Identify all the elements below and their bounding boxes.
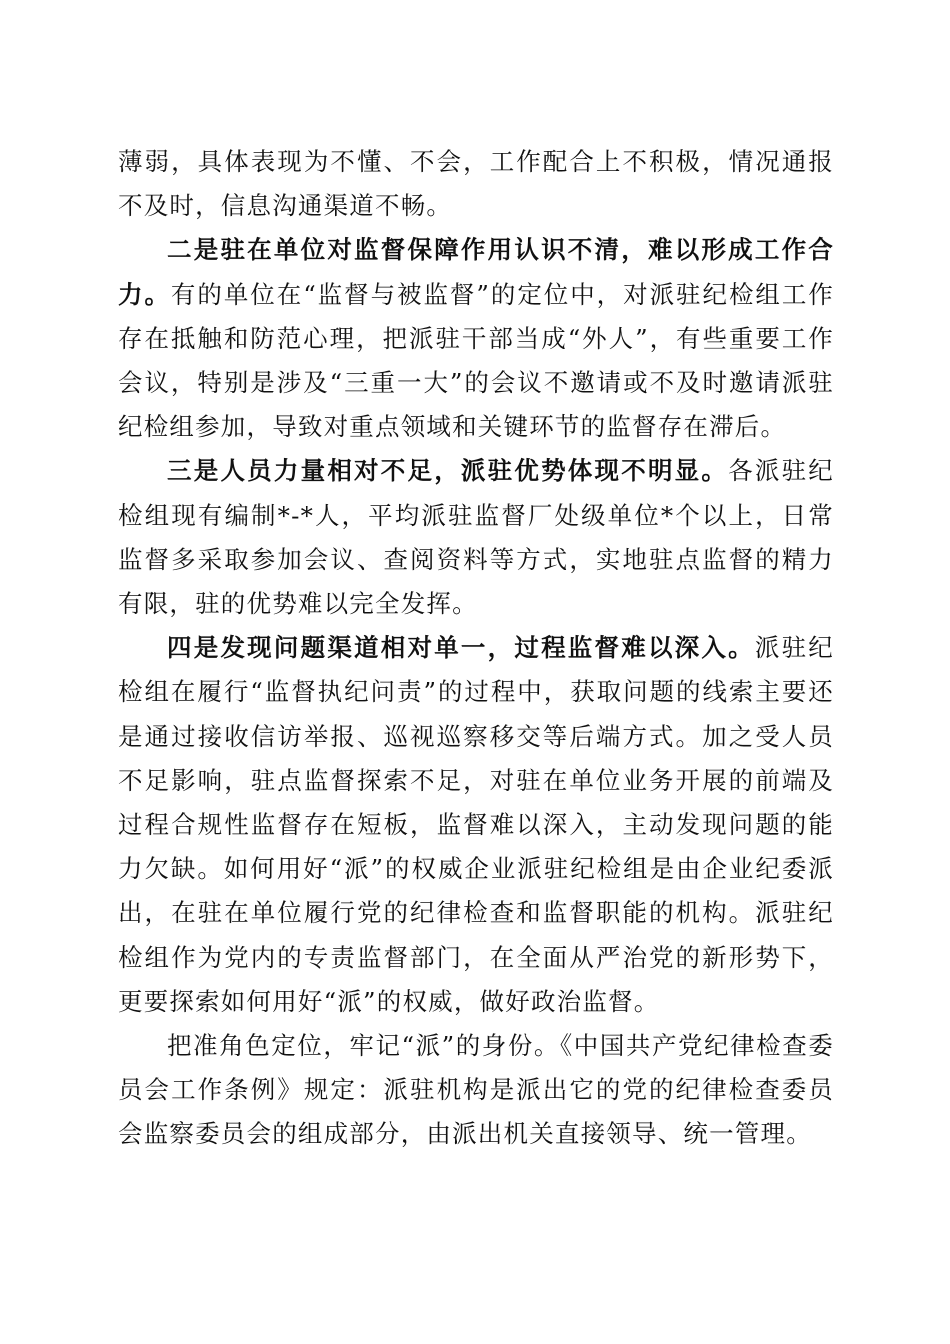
paragraph-text: 各派驻纪检组现有编制*-*人，平均派驻监督厂处级单位*个以上，日常监督多采取参加会议、查阅资料等方式，实地驻点监督的精力有限，驻的优势难以完全发挥。 <box>118 456 834 619</box>
paragraph-role-positioning <box>118 1024 834 1157</box>
paragraph-point-two <box>118 228 834 449</box>
paragraph-text: 把准角色定位，牢记“派”的身份。《中国共产党纪律检查委员会工作条例》规定：派驻机构是派出它的党的纪律检查委员会监察委员会的组成部分，由派出机关直接领导、统一管理。 <box>118 1031 834 1149</box>
paragraph-text: 有的单位在“监督与被监督”的定位中，对派驻纪检组工作存在抵触和防范心理，把派驻干部当成“外人”，有些重要工作会议，特别是涉及“三重一大”的会议不邀请或不及时邀请派驻纪检组参加，导致对重点领域和关键环节的监督存在滞后。 <box>118 279 835 442</box>
paragraph-point-four <box>118 626 834 1024</box>
document-body <box>118 140 834 1157</box>
paragraph-text: 薄弱，具体表现为不懂、不会，工作配合上不积极，情况通报不及时，信息沟通渠道不畅。 <box>118 147 834 221</box>
paragraph-lead: 二是驻在单位对监督保障作用认识不清，难以形成工作合力。 <box>118 235 834 309</box>
paragraph-lead: 三是人员力量相对不足，派驻优势体现不明显。 <box>167 456 729 486</box>
paragraph-lead: 四是发现问题渠道相对单一，过程监督难以深入。 <box>167 633 755 663</box>
paragraph-text: 派驻纪检组在履行“监督执纪问责”的过程中，获取问题的线索主要还是通过接收信访举报、巡视巡察移交等后端方式。加之受人员不足影响，驻点监督探索不足，对驻在单位业务开展的前端及过程合规性监督存在短板，监督难以深入，主动发现问题的能力欠缺。如何用好“派”的权威企业派驻纪检组是由企业纪委派出，在驻在单位履行党的纪律检查和监督职能的机构。派驻纪检组作为党内的专责监督部门，在全面从严治党的新形势下，更要探索如何用好“派”的权威，做好政治监督。 <box>118 633 834 1016</box>
paragraph-continuation <box>118 140 834 228</box>
paragraph-point-three <box>118 449 834 626</box>
